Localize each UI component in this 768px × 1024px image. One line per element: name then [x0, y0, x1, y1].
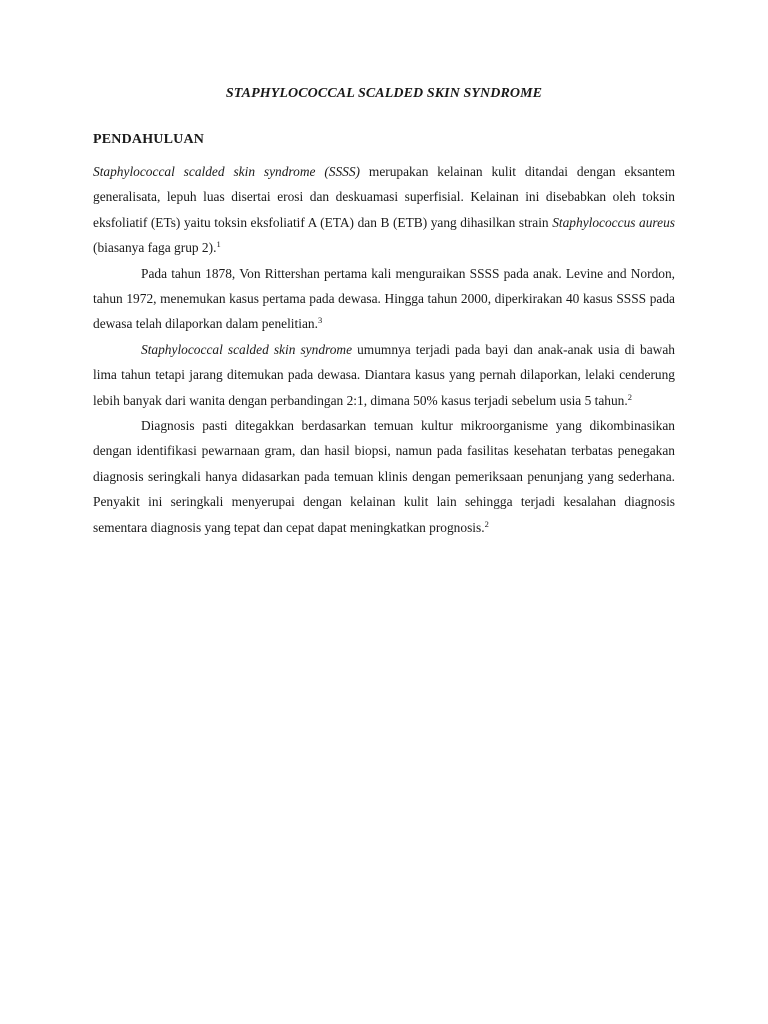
paragraph-2-reference: 3: [317, 315, 323, 326]
paragraph-1: [93, 159, 675, 261]
paragraph-1-organism: Staphylococcus aureus: [552, 214, 675, 230]
paragraph-4-text: Diagnosis pasti ditegakkan berdasarkan temuan kultur mikroorganisme yang dikombinasikan dengan identifikasi pewarnaan gram, dan hasil biopsi, namun pada fasilitas kesehatan terbatas penegakan diagnosis seringkali hanya didasarkan pada temuan klinis dengan pemeriksaan penunjang yang sederhana. Penyakit ini seringkali menyerupai dengan kelainan kulit lain sehingga terjadi kesalahan diagnosis sementara diagnosis yang tepat dan cepat dapat meningkatkan prognosis.: [93, 418, 675, 535]
paragraph-4: [93, 413, 675, 540]
paragraph-3-italic-lead: Staphylococcal scalded skin syndrome: [141, 341, 353, 357]
paragraph-4-reference: 2: [484, 518, 489, 529]
paragraph-3: [93, 337, 675, 413]
paragraph-1-text-b: (biasanya faga grup 2).: [93, 240, 217, 256]
paragraph-1-italic-lead: Staphylococcal scalded skin syndrome (SSSS): [93, 164, 361, 179]
paragraph-1-text-a: merupakan kelainan kulit ditandai dengan eksantem generalisata, lepuh luas disertai erosi dan deskuamasi superfisial. Kelainan ini disebabkan oleh toksin eksfoliatif (ETs) yaitu toksin eksfoliatif A (ETA) dan B (ETB) yang dihasilkan strain: [93, 164, 676, 230]
paragraph-3-reference: 2: [627, 391, 632, 402]
paragraph-2-text: Pada tahun 1878, Von Rittershan pertama kali menguraikan SSSS pada anak. Levine and Nordon, tahun 1972, menemukan kasus pertama pada dewasa. Hingga tahun 2000, diperkirakan 40 kasus SSSS pada dewasa telah dilaporkan dalam penelitian.: [93, 265, 675, 332]
paragraph-1-reference: 1: [216, 239, 221, 250]
paragraph-2: [93, 261, 675, 337]
paragraph-3-text: umumnya terjadi pada bayi dan anak-anak usia di bawah lima tahun tetapi jarang ditemukan pada dewasa. Diantara kasus yang pernah dilaporkan, lelaki cenderung lebih banyak dari wanita dengan perbandingan 2:1, dimana 50% kasus terjadi sebelum usia 5 tahun.: [93, 341, 675, 408]
section-heading: PENDAHULUAN: [93, 132, 205, 147]
document-page: [93, 86, 675, 540]
document-title: STAPHYLOCOCCAL SCALDED SKIN SYNDROME: [225, 86, 543, 101]
